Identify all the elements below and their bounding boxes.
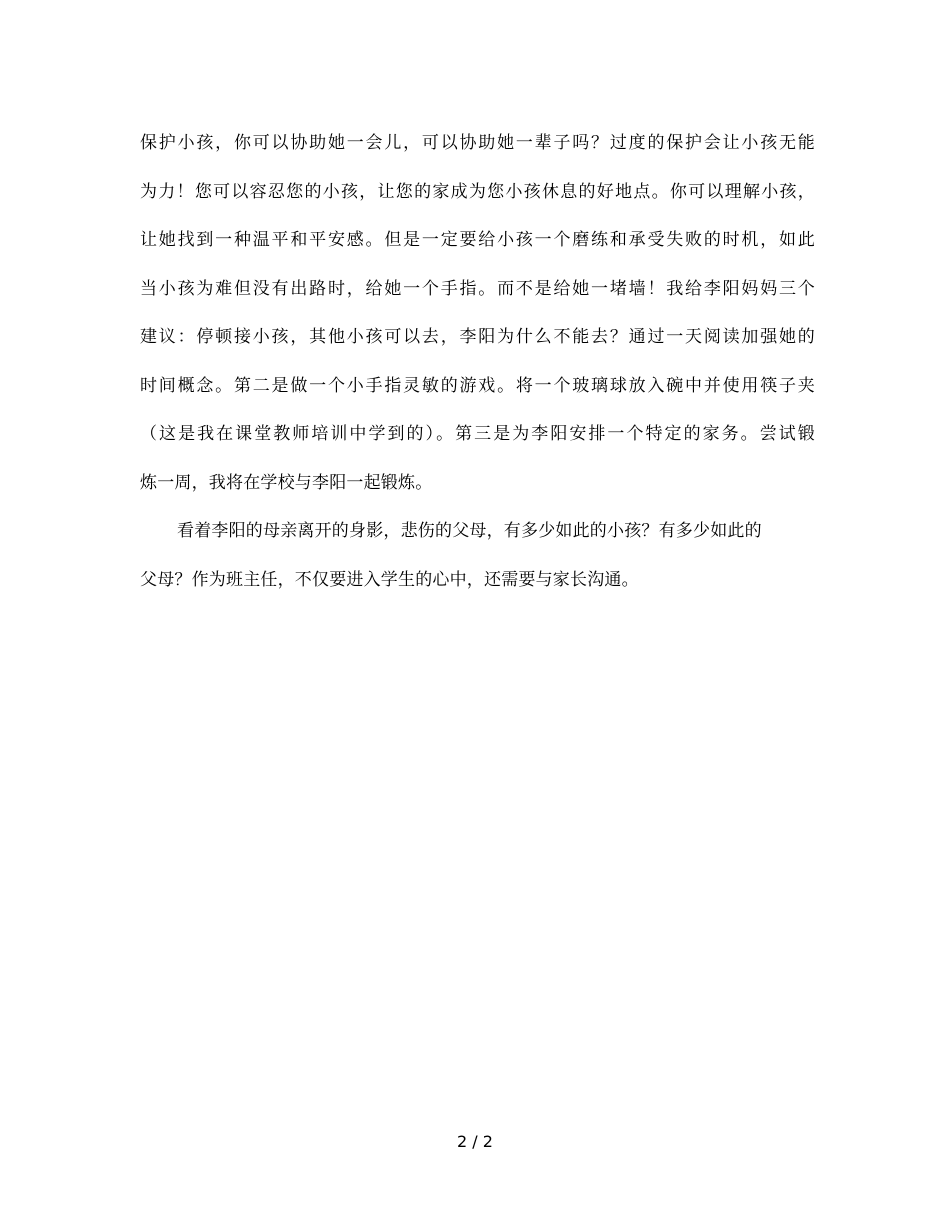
text-line: （这是我在课堂教师培训中学到的）。第三是为李阳安排一个特定的家务。尝试锻 [140, 424, 815, 444]
text-line: 保护小孩，你可以协助她一会儿，可以协助她一辈子吗？过度的保护会让小孩无能 [140, 133, 815, 153]
text-line: 让她找到一种温平和平安感。但是一定要给小孩一个磨练和承受失败的时机，如此 [140, 230, 815, 250]
paragraph-2 [140, 512, 815, 609]
text-line: 时间概念。第二是做一个小手指灵敏的游戏。将一个玻璃球放入碗中并使用筷子夹 [140, 375, 815, 396]
text-line: 炼一周，我将在学校与李阳一起锻炼。 [140, 472, 433, 493]
text-line: 为力！您可以容忍您的小孩，让您的家成为您小孩休息的好地点。你可以理解小孩， [140, 181, 815, 202]
text-line: 建议：停顿接小孩，其他小孩可以去，李阳为什么不能去？通过一天阅读加强她的 [140, 327, 815, 347]
text-line: 看着李阳的母亲离开的身影，悲伤的父母，有多少如此的小孩？有多少如此的 [177, 521, 762, 541]
text-line: 父母？作为班主任，不仅要进入学生的心中，还需要与家长沟通。 [140, 569, 639, 590]
paragraph-1 [140, 124, 815, 512]
document-body [140, 124, 815, 609]
page-number: 2 / 2 [457, 1132, 493, 1151]
text-line: 当小孩为难但没有出路时，给她一个手指。而不是给她一堵墙！我给李阳妈妈三个 [140, 278, 815, 299]
